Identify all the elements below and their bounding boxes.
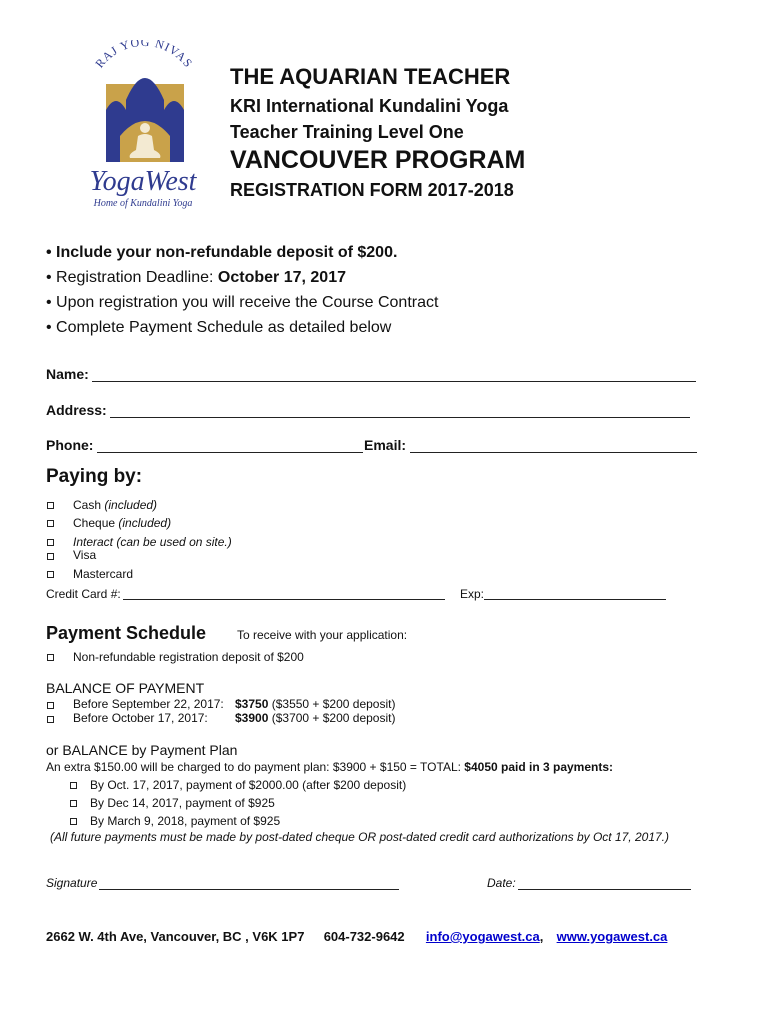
- cheque-option: [73, 516, 171, 530]
- payment-schedule-sub: To receive with your application:: [237, 628, 408, 642]
- mastercard-label: Mastercard: [73, 567, 134, 581]
- plan-payment-2-checkbox[interactable]: [70, 800, 77, 807]
- payment-plan-heading: or BALANCE by Payment Plan: [46, 742, 238, 758]
- cash-label: Cash: [73, 498, 102, 512]
- cash-checkbox[interactable]: [47, 502, 54, 509]
- visa-checkbox[interactable]: [47, 553, 54, 560]
- logo-brand-text: YogaWest: [89, 166, 197, 197]
- payment-plan-total: $4050 paid in 3 payments:: [464, 760, 614, 774]
- plan-payment-1: By Oct. 17, 2017, payment of $2000.00 (after $200 deposit): [90, 778, 407, 792]
- logo-tagline: Home of Kundalini Yoga: [93, 198, 193, 209]
- footer-phone: 604-732-9642: [323, 929, 405, 944]
- before-sept-detail: ($3550 + $200 deposit): [271, 697, 396, 711]
- before-sept-total: $3750: [235, 697, 269, 711]
- cash-note: (included): [104, 498, 158, 512]
- date-field[interactable]: [518, 889, 691, 890]
- before-sept-amount: [235, 697, 395, 711]
- svg-text:RAJ YOG NIVAS: [92, 40, 195, 71]
- program-title: VANCOUVER PROGRAM: [230, 146, 526, 174]
- footer-separator: ,: [539, 929, 544, 944]
- payment-schedule-heading: Payment Schedule: [46, 623, 207, 643]
- email-field[interactable]: [410, 452, 697, 453]
- signature-field[interactable]: [99, 889, 399, 890]
- footer: [46, 929, 667, 944]
- signature-label: Signature: [46, 876, 98, 890]
- address-field[interactable]: [110, 417, 690, 418]
- cheque-note: (included): [118, 516, 172, 530]
- visa-label: Visa: [73, 548, 97, 562]
- form-title: REGISTRATION FORM 2017-2018: [230, 180, 514, 200]
- before-oct-amount: [235, 711, 395, 725]
- plan-payment-1-checkbox[interactable]: [70, 782, 77, 789]
- bullet-deposit: • Include your non-refundable deposit of $200.: [46, 244, 398, 261]
- paying-by-heading: Paying by:: [46, 466, 143, 487]
- footer-email-link[interactable]: info@yogawest.ca: [425, 929, 540, 944]
- yogawest-logo: [64, 40, 222, 215]
- phone-label: Phone:: [46, 437, 94, 453]
- payment-plan-line: [46, 760, 613, 774]
- before-oct-label: Before October 17, 2017:: [73, 711, 208, 725]
- cash-option: [73, 498, 157, 512]
- interact-label: Interact (can be used on site.): [73, 535, 232, 549]
- credit-card-label: Credit Card #:: [46, 587, 121, 601]
- deposit-checkbox[interactable]: [47, 654, 54, 661]
- bullet-deadline-date: October 17, 2017: [217, 269, 346, 286]
- email-label: Email:: [364, 437, 407, 453]
- payment-plan-text: An extra $150.00 will be charged to do payment plan: $3900 + $150 = TOTAL:: [46, 760, 461, 774]
- before-sept-checkbox[interactable]: [47, 702, 54, 709]
- future-payments-note: (All future payments must be made by post-dated cheque OR post-dated credit card authorizations by Oct 17, 2017.): [50, 830, 669, 844]
- logo-arc-text: RAJ YOG NIVAS: [92, 40, 196, 71]
- name-label: Name:: [46, 366, 89, 382]
- cheque-label: Cheque: [73, 516, 116, 530]
- cheque-checkbox[interactable]: [47, 520, 54, 527]
- before-oct-checkbox[interactable]: [47, 716, 54, 723]
- deposit-label: Non-refundable registration deposit of $200: [73, 650, 304, 664]
- name-field[interactable]: [92, 381, 696, 382]
- before-oct-total: $3900: [235, 711, 269, 725]
- before-oct-detail: ($3700 + $200 deposit): [271, 711, 396, 725]
- footer-address: 2662 W. 4th Ave, Vancouver, BC , V6K 1P7: [46, 929, 305, 944]
- interact-checkbox[interactable]: [47, 539, 54, 546]
- footer-website-link[interactable]: www.yogawest.ca: [556, 929, 668, 944]
- plan-payment-3: By March 9, 2018, payment of $925: [90, 814, 281, 828]
- bullet-deadline: [46, 269, 346, 287]
- balance-heading: BALANCE OF PAYMENT: [46, 680, 205, 696]
- exp-label: Exp:: [460, 587, 485, 601]
- bullet-schedule: • Complete Payment Schedule as detailed below: [46, 319, 392, 336]
- mastercard-checkbox[interactable]: [47, 571, 54, 578]
- bullet-deadline-label: • Registration Deadline:: [46, 269, 218, 286]
- phone-field[interactable]: [97, 452, 363, 453]
- subtitle-level: Teacher Training Level One: [230, 122, 464, 142]
- plan-payment-3-checkbox[interactable]: [70, 818, 77, 825]
- bullet-contract: • Upon registration you will receive the Course Contract: [46, 294, 439, 311]
- credit-card-field[interactable]: [123, 599, 445, 600]
- subtitle-kri: KRI International Kundalini Yoga: [230, 96, 509, 116]
- before-sept-label: Before September 22, 2017:: [73, 697, 224, 711]
- date-label: Date:: [487, 876, 516, 890]
- exp-field[interactable]: [484, 599, 666, 600]
- page-title: THE AQUARIAN TEACHER: [230, 64, 511, 89]
- address-label: Address:: [46, 402, 107, 418]
- plan-payment-2: By Dec 14, 2017, payment of $925: [90, 796, 275, 810]
